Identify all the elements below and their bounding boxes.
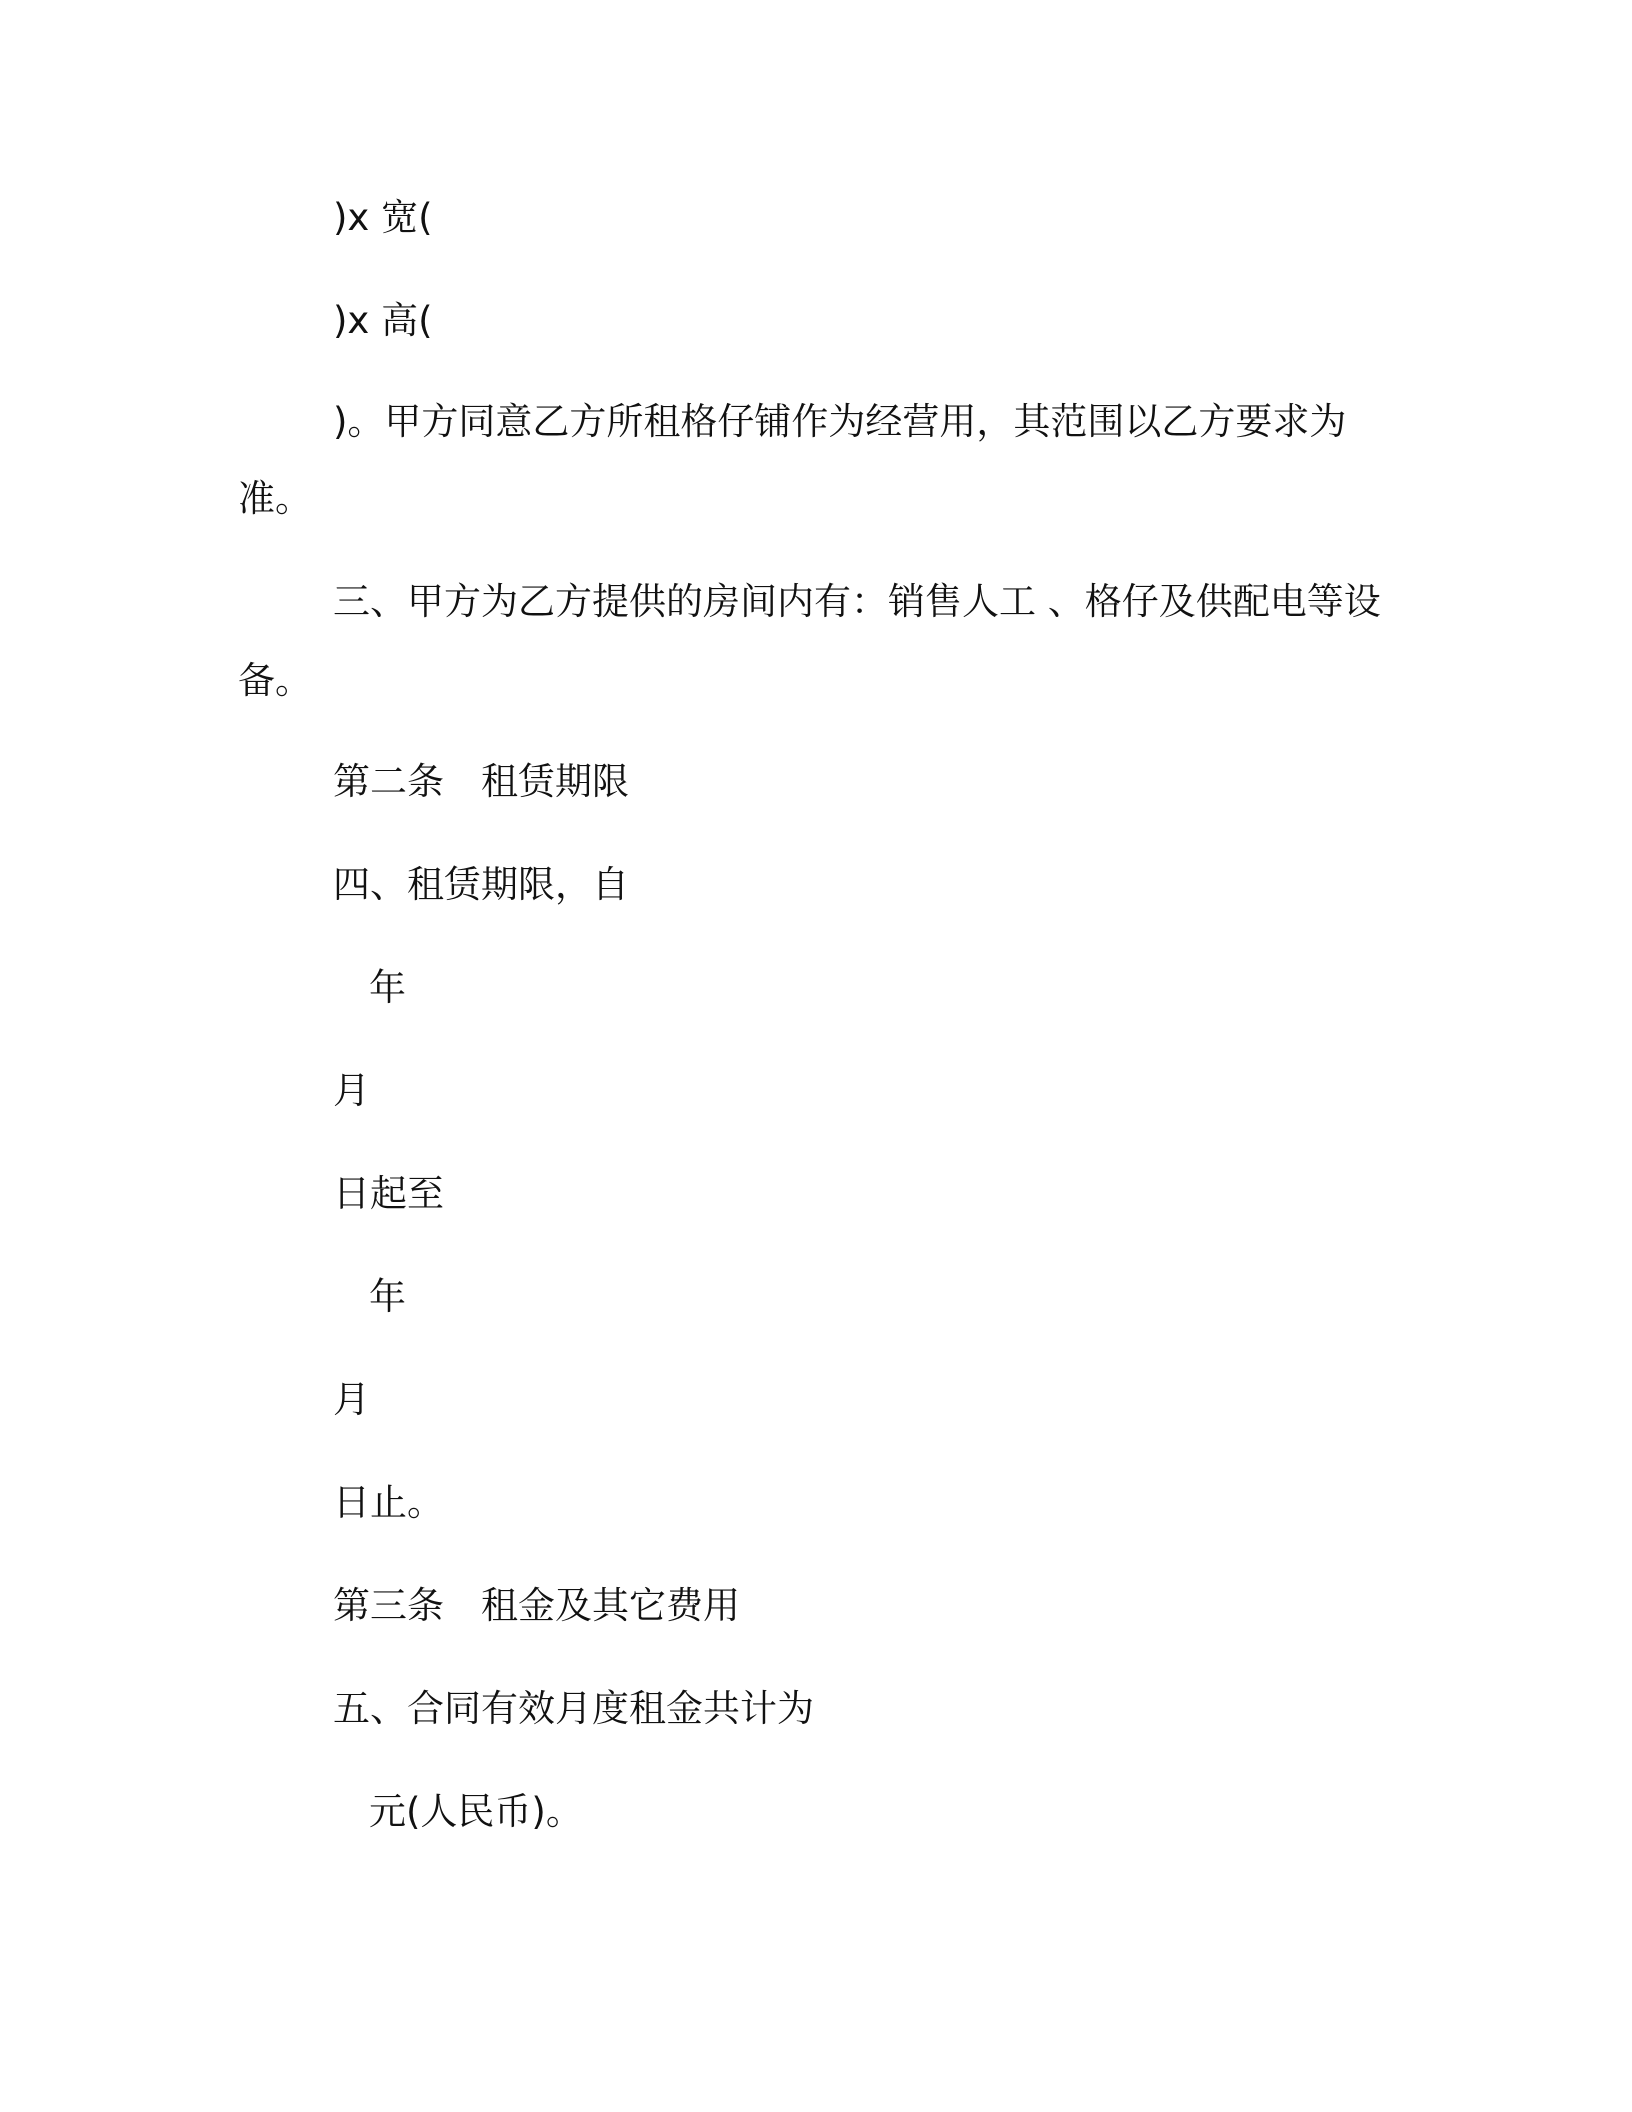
text-line-usage: )。甲方同意乙方所租格仔铺作为经营用，其范围以乙方要求为 (333, 400, 1347, 443)
clause-three-cont: 备。 (238, 659, 312, 702)
clause-three: 三、甲方为乙方提供的房间内有：销售人工 、格仔及供配电等设 (333, 580, 1381, 623)
text-line-rmb: 元(人民币)。 (369, 1790, 583, 1833)
clause-four: 四、租赁期限，自 (333, 863, 629, 906)
text-line-month-start: 月 (333, 1069, 370, 1112)
text-line-height: )x 高( (333, 299, 433, 342)
article-three-heading: 第三条 租金及其它费用 (333, 1584, 740, 1627)
text-line-day-end: 日止。 (333, 1481, 444, 1524)
text-line-month-end: 月 (333, 1378, 370, 1421)
article-two-heading: 第二条 租赁期限 (333, 760, 629, 803)
text-line-usage-cont: 准。 (238, 477, 312, 520)
text-line-year-start: 年 (369, 966, 406, 1009)
clause-five: 五、合同有效月度租金共计为 (333, 1687, 814, 1730)
text-line-width: )x 宽( (333, 196, 433, 239)
text-line-day-start: 日起至 (333, 1172, 444, 1215)
text-line-year-end: 年 (369, 1275, 406, 1318)
